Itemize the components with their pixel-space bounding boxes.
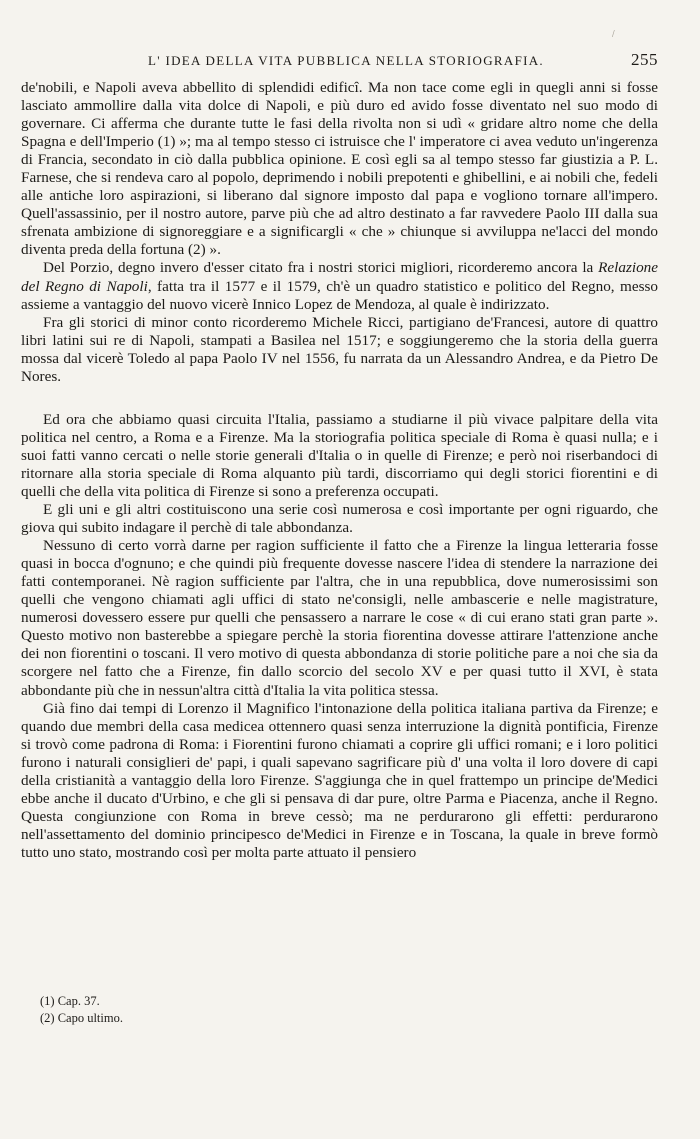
paragraph-porzio-relazione	[21, 259, 658, 313]
footnote-1: (1) Cap. 37.	[40, 994, 100, 1008]
footnote-2: (2) Capo ultimo.	[40, 1011, 123, 1025]
paragraph-series-importance: E gli uni e gli altri costituiscono una serie così numerosa e così importante per ogni riguardo, che giova qui subito indagare il perchè di tale abbondanza.	[21, 501, 658, 537]
printed-mark: /	[612, 29, 615, 38]
paragraph-reason-abundance: Nessuno di certo vorrà darne per ragion sufficiente il fatto che a Firenze la lingua letteraria fosse quasi in bocca d'ognuno; e che quindi più frequente dovesse nascere l'idea di stendere la narrazione dei fatti contemporanei. Nè ragion sufficiente par l'altra, che in una repubblica, dove numerosissimi son quelli che vengono chiamati agli uffici di stato ne'consigli, nelle ambascerie e nelle magistrature, numerosi dovessero essere pur quelli che pensassero a narrare le cose « di cui erano stati gran parte ». Questo motivo non basterebbe a spiegare perchè la storia fiorentina dovesse attirare l'attenzione anche dei non fiorentini o toscani. Il vero motivo di questa abbondanza di storie politiche pare a noi che sia da scorgere nel fatto che a Firenze, fin dallo scorcio del secolo XV e per quasi tutto il XVI, è stata abbondante più che in nessun'altra città d'Italia la vita politica stessa.	[21, 537, 658, 699]
paragraph-text-after-title: , fatta tra il 1577 e il 1579, ch'è un quadro statistico e politico del Regno, messo assieme a vantaggio del nuovo vicerè Innico Lopez de Mendoza, al quale è indirizzato.	[21, 277, 658, 313]
paragraph-italy-center: Ed ora che abbiamo quasi circuita l'Italia, passiamo a studiarne il più vivace palpitare della vita politica nel centro, a Roma e a Firenze. Ma la storiografia politica speciale di Roma è quasi nulla; e i suoi fatti vanno cercati o nelle storie generali d'Italia o in quelle di Firenze; e però noi riserbandoci di ritornare alla storia speciale di Roma alquanto più tardi, discorriamo qui degli storici fiorentini e di quelli che della vita politica di Firenze si sono a preferenza occupati.	[21, 410, 658, 500]
body-text	[21, 79, 658, 862]
running-header	[21, 50, 658, 76]
paragraph-minor-historians: Fra gli storici di minor conto ricorderemo Michele Ricci, partigiano de'Francesi, autore di quattro libri latini sui re di Napoli, stampati a Basilea nel 1517; e soggiungeremo che la storia della guerra mossa dal vicerè Toledo al papa Paolo IV nel 1556, fu narrata da un Alessandro Andrea, e da Pietro De Nores.	[21, 313, 658, 385]
paragraph-text-before-title: Del Porzio, degno invero d'esser citato fra i nostri storici migliori, ricorderemo ancora la	[43, 259, 599, 277]
section-gap	[21, 386, 658, 411]
running-title: L' IDEA DELLA VITA PUBBLICA NELLA STORIOGRAFIA.	[148, 53, 544, 68]
page-number: 255	[631, 50, 658, 69]
paragraph-continuation: de'nobili, e Napoli aveva abbellito di splendidi edificî. Ma non tace come egli in quegli anni si fosse lasciato ammollire dalla vita dolce di Napoli, e più duro ed avido fosse diventato nel suo modo di governare. Ci afferma che durante tutte le fasi della rivolta non si udì « gridare altro nome che della Spagna e dell'Imperio (1) »; ma al tempo stesso ci istruisce che l' imperatore ci avea veduto un'ingerenza di Francia, secondato in ciò dalla pubblica opinione. E così egli sa al tempo stesso far giustizia a P. L. Farnese, che si rendeva caro al popolo, deprimendo i nobili prepotenti e ghibellini, e ai nobili che, fedeli alle antiche loro aspirazioni, si liberano dal signore imposto dal papa e vogliono tornare all'impero. Quell'assassinio, per il nostro autore, parve più che ad altro destinato a far ravvedere Paolo III dalla sua sfrenata ambizione di signoreggiare e a significargli « che » chiunque si avviluppa ne'lacci del mondo diventa preda della fortuna (2) ».	[21, 79, 658, 259]
paragraph-lorenzo-magnifico: Già fino dai tempi di Lorenzo il Magnifico l'intonazione della politica italiana partiva da Firenze; e quando due membri della casa medicea ottennero quasi senza interruzione la dignità pontificia, Firenze si trovò come padrona di Roma: i Fiorentini furono chiamati a coprire gli uffici romani; e i loro politici furono i naturali consiglieri de' papi, i quali sapevano sagrificare più d' una volta il loro dovere di capi della cristianità a vantaggio della loro Firenze. S'aggiunga che in quel frattempo un principe de'Medici ebbe anche il ducato d'Urbino, e che gli si pensava di dar pure, oltre Parma e Piacenza, anche il Regno. Questa congiunzione con Roma in breve cessò; ma ne perdurarono gli effetti: perdurarono nell'assettamento del dominio principesco de'Medici in Firenze e in Toscana, la quale in breve formò tutto uno stato, mostrando così per molta parte attuato il pensiero	[21, 699, 658, 861]
book-title: Relazione del Regno di Napoli	[21, 259, 658, 295]
footnotes	[40, 993, 290, 1027]
